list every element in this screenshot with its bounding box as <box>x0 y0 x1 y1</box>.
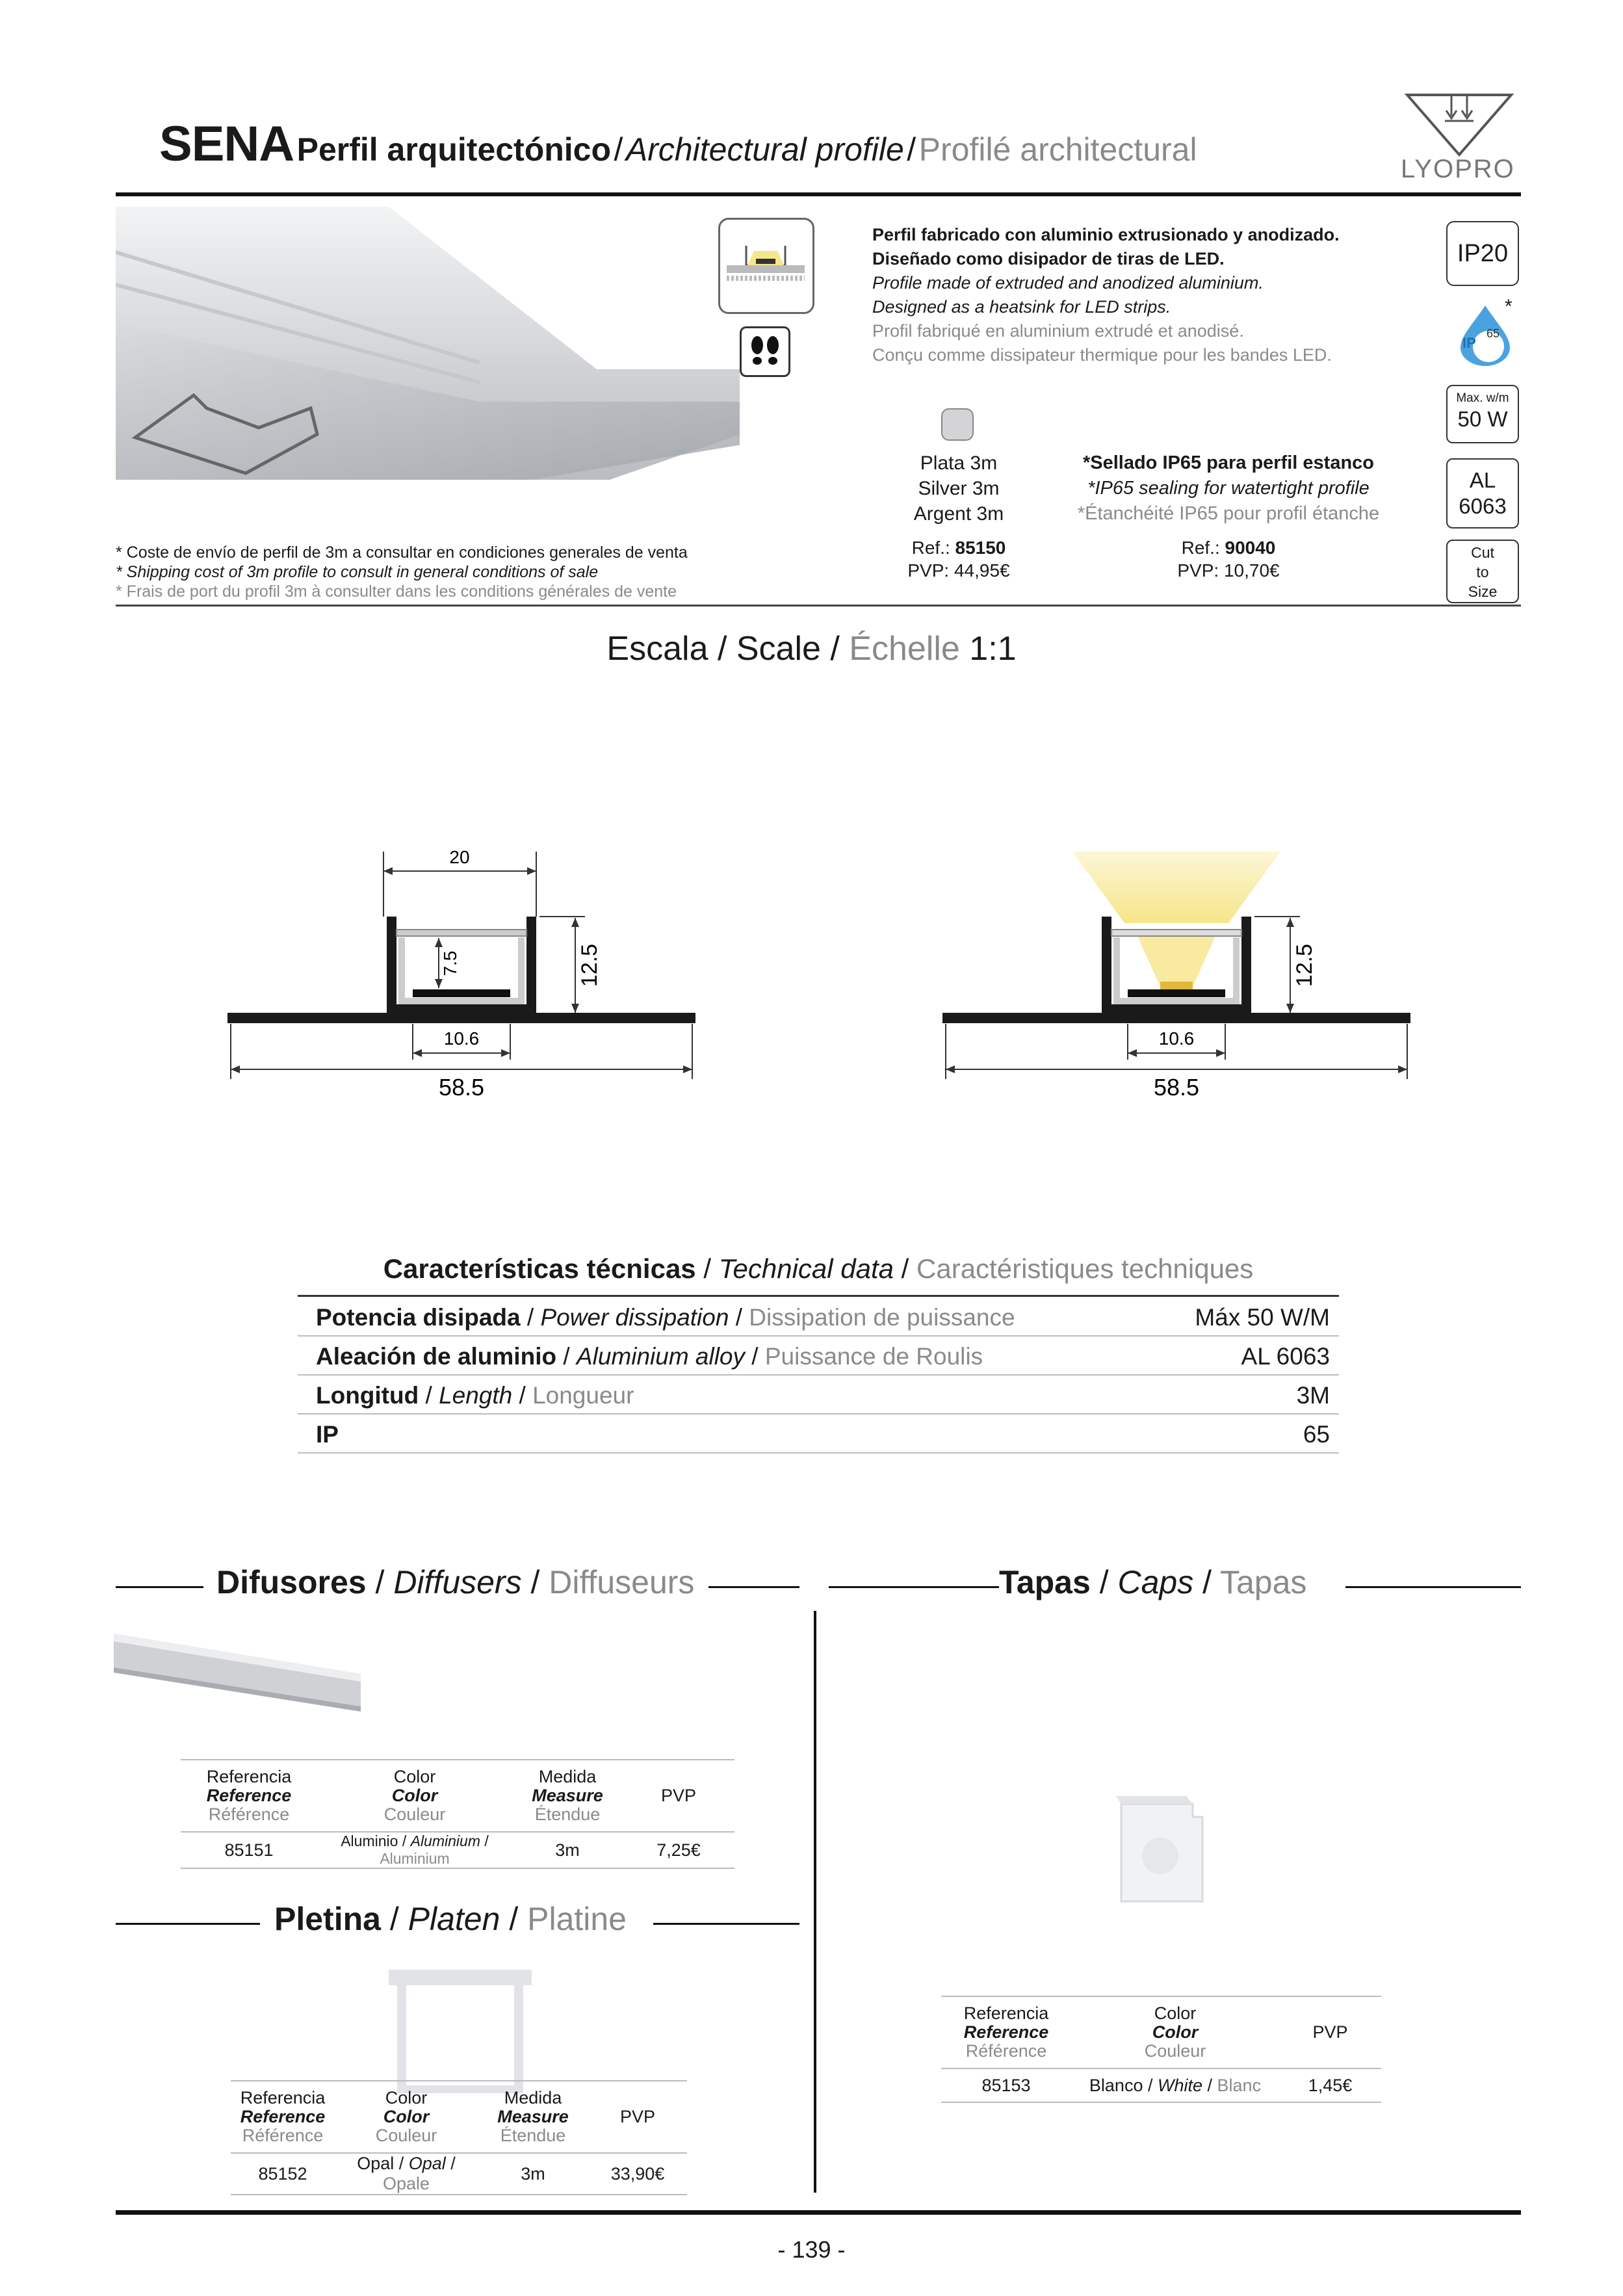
text: * Frais de port du profil 3m à consulter dans les conditions générales de vente <box>116 582 677 601</box>
platen-line-right <box>653 1923 799 1925</box>
text: Longitud <box>316 1382 419 1409</box>
text: Potencia disipada <box>316 1304 521 1331</box>
cap-photo <box>1108 1791 1212 1908</box>
text: 85150 <box>955 538 1006 558</box>
text: / <box>907 131 916 168</box>
diffusers-title: Difusores / Diffusers / Diffuseurs <box>216 1564 695 1600</box>
text: AL <box>1469 468 1496 492</box>
text: 3m <box>521 2163 545 2184</box>
table-row: 85153 Blanco / White / Blanc 1,45€ <box>941 2068 1381 2102</box>
text: Référence <box>208 1805 290 1824</box>
text: Scale <box>736 630 821 668</box>
text: Étendue <box>500 2126 566 2145</box>
diffuser-photo <box>114 1628 361 1726</box>
dim-inner-w-label: 10.6 <box>443 1028 480 1049</box>
caps-table <box>941 1996 1381 2103</box>
text: PVP <box>619 2107 656 2126</box>
title-en: Architectural profile <box>625 131 904 168</box>
text: Aluminium alloy <box>576 1343 746 1370</box>
text: Blanco <box>1089 2075 1143 2095</box>
text: Aluminium <box>380 1850 450 1867</box>
brand-name: LYOPRO <box>1401 155 1515 183</box>
product-photo <box>116 207 740 538</box>
text: Reference <box>963 2022 1049 2042</box>
text: Blanc <box>1217 2075 1262 2095</box>
text: Caractéristiques techniques <box>916 1253 1254 1284</box>
text: Argent 3m <box>913 503 1004 525</box>
brand-logo <box>1394 90 1524 187</box>
text: Ref.: <box>911 538 950 558</box>
text: Referencia <box>206 1767 292 1786</box>
platen-title: Pletina / Platen / Platine <box>274 1901 627 1937</box>
text: Opal <box>408 2154 446 2173</box>
text: Máx 50 W/M <box>1195 1304 1330 1331</box>
text: Color <box>393 1767 436 1786</box>
title-es: Perfil arquitectónico <box>296 131 612 168</box>
ip65-badge <box>1453 296 1518 367</box>
text: 7,25€ <box>656 1840 701 1860</box>
text: 3M <box>1296 1382 1330 1409</box>
text: 1,45€ <box>1308 2075 1353 2095</box>
dim-total-label: 58.5 <box>438 1074 485 1101</box>
text: 65 <box>1487 327 1500 340</box>
title-fr: Profilé architectural <box>918 131 1197 168</box>
description <box>872 223 1340 367</box>
text: Size <box>1468 583 1498 600</box>
text: Diffusers <box>393 1564 522 1600</box>
text: Max. w/m <box>1456 391 1509 405</box>
text: Conçu comme dissipateur thermique pour les bandes LED. <box>872 345 1332 365</box>
diffusers-line-left <box>116 1586 203 1588</box>
text: Tapas <box>1220 1564 1307 1600</box>
text: Difusores <box>216 1564 367 1600</box>
text: Referencia <box>240 2088 326 2107</box>
text: 85153 <box>981 2075 1031 2095</box>
text: Perfil fabricado con aluminio extrusionado y anodizado. <box>872 225 1340 244</box>
footer-rule <box>116 2210 1521 2215</box>
dim-top-label: 20 <box>449 847 470 867</box>
text: Ref.: <box>1181 538 1220 558</box>
caps-line-left <box>829 1586 999 1588</box>
text: Opale <box>382 2174 430 2193</box>
text: PVP <box>1312 2022 1348 2042</box>
tech-row: Potencia disipada / Power dissipation / Dissipation de puissance Máx 50 W/M <box>298 1298 1339 1337</box>
dim-inner-h-label: 7.5 <box>440 950 460 976</box>
text: Silver 3m <box>918 478 1000 499</box>
text: IP <box>316 1421 339 1448</box>
text: Couleur <box>1144 2041 1206 2061</box>
text: Pletina <box>274 1901 381 1937</box>
text: Medida <box>538 1767 597 1786</box>
max-watt-badge <box>1446 385 1519 443</box>
text: Aleación de aluminio <box>316 1343 557 1370</box>
text: PVP: 44,95€ <box>907 560 1010 581</box>
text: Escala <box>606 630 708 668</box>
column-divider <box>814 1611 816 2193</box>
text: Measure <box>497 2107 569 2126</box>
text: Color <box>391 1786 438 1805</box>
sealing-info <box>1053 450 1404 527</box>
model-name: SENA <box>159 116 294 172</box>
diffusers-table <box>181 1759 734 1869</box>
text: 33,90€ <box>610 2163 665 2184</box>
text: Designed as a heatsink for LED strips. <box>872 297 1171 317</box>
shipping-divider <box>116 605 1521 607</box>
text: Measure <box>532 1786 603 1805</box>
text: Opal <box>357 2154 395 2173</box>
text: *Sellado IP65 para perfil estanco <box>1082 452 1375 473</box>
alloy-badge <box>1446 458 1519 528</box>
text: 1:1 <box>969 630 1017 668</box>
sealing-ref <box>1144 536 1313 582</box>
text: / <box>614 131 623 168</box>
text: Plata 3m <box>920 452 998 474</box>
text: 90040 <box>1225 538 1276 558</box>
text: Profil fabriqué en aluminium extrudé et anodisé. <box>872 321 1244 341</box>
text: Color <box>1152 2022 1199 2042</box>
text: Length <box>439 1382 513 1409</box>
ip20-badge: IP20 <box>1446 221 1519 286</box>
platen-table <box>231 2080 687 2195</box>
text: Aluminium <box>410 1833 480 1849</box>
text: Aluminio <box>341 1833 398 1849</box>
text: *Étanchéité IP65 pour profil étanche <box>1077 503 1380 524</box>
brand-logo-icon <box>1394 90 1524 161</box>
text: to <box>1476 564 1489 581</box>
page-title <box>159 116 1197 172</box>
text: Platine <box>527 1901 627 1937</box>
text: White <box>1157 2075 1203 2095</box>
table-row: 85151 Aluminio / Aluminium / Aluminium 3m 7,25€ <box>181 1832 734 1868</box>
text: Technical data <box>718 1253 894 1284</box>
footprints-icon <box>742 328 788 375</box>
text: Medida <box>504 2088 562 2107</box>
text: Tapas <box>999 1564 1091 1600</box>
text: * <box>1505 296 1513 317</box>
dim-h-label-right: 12.5 <box>1292 943 1317 987</box>
text: * Shipping cost of 3m profile to consult in general conditions of sale <box>116 563 599 581</box>
table-row: 85152 Opal / Opal / Opale 3m 33,90€ <box>231 2153 687 2195</box>
caps-line-right <box>1345 1586 1521 1588</box>
page-number: - 139 - <box>777 2236 846 2263</box>
text: Étendue <box>534 1805 601 1824</box>
text: Caps <box>1117 1564 1194 1600</box>
installation-icon <box>718 218 814 314</box>
text: Longueur <box>532 1382 634 1409</box>
shipping-note <box>116 543 688 601</box>
variant-names <box>890 450 1027 527</box>
dim-total-label-right: 58.5 <box>1153 1074 1200 1101</box>
dim-h-label: 12.5 <box>577 943 602 987</box>
text: Diffuseurs <box>549 1564 695 1600</box>
text: Color <box>385 2088 428 2107</box>
tech-row: Aleación de aluminio / Aluminium alloy / Puissance de Roulis AL 6063 <box>298 1337 1339 1376</box>
text: Diseñado como disipador de tiras de LED. <box>872 249 1225 268</box>
text: Power dissipation <box>540 1304 729 1331</box>
text: Referencia <box>963 2003 1049 2023</box>
text: Reference <box>240 2107 326 2126</box>
text: Puissance de Roulis <box>764 1343 983 1370</box>
section-drawing-left <box>227 845 695 1105</box>
text: Profile made of extruded and anodized aluminium. <box>872 273 1264 293</box>
text: 85151 <box>224 1840 274 1860</box>
text: Référence <box>965 2041 1047 2061</box>
text: PVP <box>660 1786 697 1805</box>
text: IP <box>1462 335 1476 351</box>
platen-photo <box>389 1970 532 2093</box>
tech-title: Características técnicas / Technical data / Caractéristiques techniques <box>383 1253 1254 1284</box>
text: 3m <box>555 1840 580 1860</box>
diffusers-line-right <box>708 1586 799 1588</box>
text: 50 W <box>1457 407 1508 431</box>
cut-to-size-badge <box>1446 540 1519 603</box>
variant-ref <box>890 536 1027 582</box>
text: Dissipation de puissance <box>749 1304 1015 1331</box>
text: Reference <box>206 1786 292 1805</box>
header-rule <box>116 192 1521 196</box>
caps-title: Tapas / Caps / Tapas <box>999 1564 1307 1600</box>
text: Color <box>383 2107 430 2126</box>
text: 6063 <box>1459 494 1507 518</box>
text: Couleur <box>375 2126 437 2145</box>
text: PVP: 10,70€ <box>1177 560 1280 581</box>
tech-row <box>298 1415 1339 1454</box>
text: Référence <box>242 2126 324 2145</box>
text: 65 <box>1303 1421 1330 1448</box>
text: Platen <box>408 1901 500 1937</box>
text: * Coste de envío de perfil de 3m a consultar en condiciones generales de venta <box>116 543 688 562</box>
scale-label: Escala / Scale / Échelle 1:1 <box>606 630 1017 668</box>
text: *IP65 sealing for watertight profile <box>1087 478 1370 499</box>
section-drawing-right <box>942 845 1410 1105</box>
color-swatch <box>941 408 974 441</box>
text: Couleur <box>383 1805 446 1824</box>
tech-row: Longitud / Length / Longueur 3M <box>298 1376 1339 1415</box>
walkable-icon <box>740 326 790 377</box>
text: AL 6063 <box>1241 1343 1330 1370</box>
tech-title-rule <box>298 1295 1339 1297</box>
text: Características técnicas <box>383 1253 696 1284</box>
text: Échelle <box>849 630 960 668</box>
text: 85152 <box>258 2163 307 2184</box>
text: Cut <box>1471 544 1494 561</box>
platen-line-left <box>116 1923 260 1925</box>
text: Color <box>1154 2003 1197 2023</box>
dim-inner-w-label-right: 10.6 <box>1158 1028 1195 1049</box>
